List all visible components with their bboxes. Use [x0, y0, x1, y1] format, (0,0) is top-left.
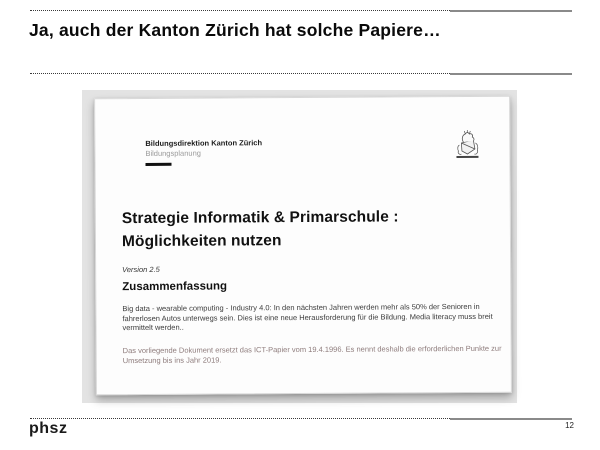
document-paragraph-2: Das vorliegende Dokument ersetzt das ICT-Papier vom 19.4.1996. Es nennt deshalb die erforderlichen Punkte zur Umsetzung bis ins Jahr 2019.: [122, 343, 502, 365]
header-rule-bottom-dotted-segment: [30, 73, 450, 74]
document-page: [94, 96, 512, 396]
footer-rule: [30, 417, 572, 420]
header-rule-bottom-solid-segment: [450, 73, 572, 75]
document-title-line2: Möglichkeiten nutzen: [121, 232, 282, 251]
zurich-coat-of-arms-icon: [453, 129, 481, 161]
footer-rule-solid-segment: [450, 418, 572, 420]
embedded-document-image: [82, 90, 517, 403]
header-rule-top-dotted-segment: [30, 10, 450, 11]
footer-rule-dotted-segment: [30, 418, 450, 419]
letterhead-rule: [145, 163, 171, 166]
phsz-logo: phsz: [29, 420, 68, 437]
slide-title: Ja, auch der Kanton Zürich hat solche Papiere…: [29, 20, 441, 40]
letterhead-department: Bildungsplanung: [145, 148, 201, 158]
letterhead-organization: Bildungsdirektion Kanton Zürich: [145, 138, 263, 148]
header-rule-bottom: [30, 72, 572, 75]
header-rule-top: [30, 9, 572, 12]
page-number: 12: [565, 421, 574, 430]
document-title: [122, 205, 502, 254]
document-paragraph-1: Big data - wearable computing - Industry 4.0: In den nächsten Jahren werden mehr als 50% der Senioren in fahrerlosen Autos unterwegs sein. Dies ist eine neue Herausforderung für die Bildung. Media literacy muss breit vermittelt werden..: [122, 301, 493, 333]
document-version: Version 2.5: [122, 264, 160, 275]
document-section-heading: Zusammenfassung: [122, 280, 228, 294]
header-rule-top-solid-segment: [450, 10, 572, 12]
document-title-line1: Strategie Informatik & Primarschule :: [121, 208, 399, 228]
